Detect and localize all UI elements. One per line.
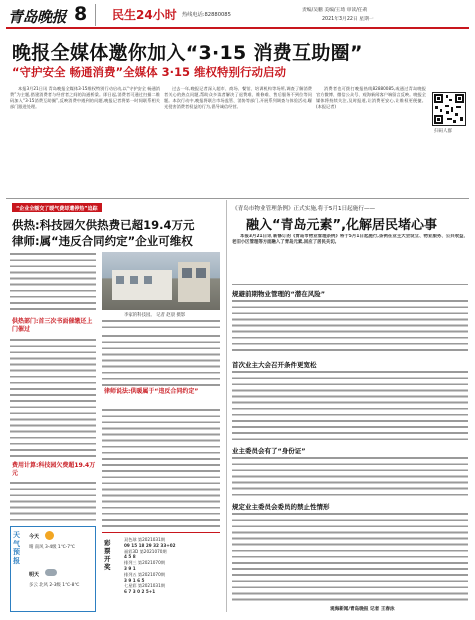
story2-section-2: 首次业主大会召开条件更宽松 [232,361,317,369]
lead-paragraph: 消费者也可拨打晚报热线82880085,或通过青岛晚报官方微博、微信公众号、观海新闻客户端留言反映。晚报全媒体将持续关注,及时报道,让消费更安心,让维权更便捷。(本报记者) [316,86,426,110]
qr-caption: 扫码人群 [434,129,452,134]
story2-section-4: 规定业主委员会委员的禁止性情形 [232,503,330,511]
lead-paragraph: 过去一年,晚报记者深入超市、商场、餐馆、培训机构等场所,调查了解消费者关心的热点问题,帮助众多读者解决了退费难、维修难、售后服务不到位等问题。本次行动中,晚报将联合市场监管、消协等部门,开展系列调查与体验活动,曝光侵害消费者权益的行为,倡导诚信经营。 [164,86,312,110]
story2-headline: 融入“青岛元素”,化解居民堵心事 [246,218,438,233]
weather-line: 多云 北风 2-3级 1℃-8℃ [29,583,80,588]
story2-intro [232,234,468,282]
story1-col1-body [10,338,96,458]
story1-photo [102,252,220,310]
lottery-box [102,532,220,612]
editors: 责编/吴鹏 美编/王琦 审读/任莉 [302,8,368,13]
lottery-game: 双色球 第2021031期 [124,537,165,542]
lead-col-3 [316,86,426,192]
story2-body-4 [232,512,468,604]
story1-subhead: 律师:属“违反合同约定”企业可维权 [12,234,193,248]
lead-headline: 晚报全媒体邀你加入“3·15 消费互助圈” [12,42,363,64]
lead-subhead: “守护安全 畅通消费”全媒体 3·15 维权特别行动启动 [12,65,286,79]
lottery-result [124,537,218,595]
masthead [0,0,475,30]
story2-intro-text: 本报3月21日讯 新修订的《青岛市物业管理条例》将于5月1日起施行,条例在业主大会设立、物业服务、公共收益、老旧小区管理等方面融入了青岛元素,回应了居民关切。 [232,234,468,245]
story2-body-1 [232,299,468,355]
lottery-game: 七星彩 第2021031期 [124,583,165,589]
story1-col2-body [102,334,220,386]
weather-label: 天气预报 [13,531,20,565]
lottery-numbers: 6 7 3 0 2 5+1 [124,589,156,595]
lead-paragraph: 本报3月21日讯 青岛晚报全媒体3·15维权特别行动启动,以“守护安全 畅通消费”为主题,搭建消费者与经营者之间的沟通桥梁。即日起,消费者可通过扫描二维码加入“3·15消费互助圈”,反映消费中遇到的问题,晚报记者将第一时间联系相关部门跟进处理。 [10,86,160,110]
story1-tag-label: “企业全额交了暖气费却遭停热”追踪 [16,205,98,212]
lottery-numbers: 09 15 18 29 32 33+02 [124,542,176,548]
section-title: 民生24小时 [112,8,177,22]
story2-section-1: 规避前期物业管理的“潜在风险” [232,290,326,298]
story1-col2-body-2 [102,408,220,530]
photo-caption: 李家的科技园。 记者 赵晨 摄影 [124,313,186,318]
story2-body-3 [232,456,468,498]
lead-col-1 [10,86,160,192]
paper-name: 青岛晚报 [8,8,67,26]
story1-col1-body-2 [10,481,96,521]
cloud-icon [45,569,57,576]
story2-byline: 观海新闻/青岛晚报 记者 王春泳 [330,607,395,612]
lottery-game: 排列三 第2021070期 [124,560,165,566]
lead-col-2 [164,86,312,192]
story1-tag [12,203,102,212]
story1-intro-mid [102,319,220,331]
story2-kicker: 《青岛市物业管理条例》正式实施,将于5月1日起施行—— [232,206,376,212]
weather-tomorrow: 明天 [29,572,40,578]
story2-section-3: 业主委员会有了“身份证” [232,447,306,455]
lottery-game: 排列五 第2021070期 [124,571,165,577]
lottery-game: 福彩3D 第2021070期 [124,548,167,554]
story1-section-1: 供热部门:首三次书面催缴还上门催过 [12,318,93,333]
lottery-numbers: 3 9 1 6 5 [124,577,145,583]
story2-body-2 [232,370,468,442]
qr-code-icon [433,93,465,125]
page-number: 8 [74,3,88,25]
date: 2021年3月22日 星期一 [322,17,374,22]
story1-headline: 供热:科技园欠供热费已超19.4万元 [12,218,195,232]
story1-section-3: 费用计算:科技园欠费超19.4万元 [12,462,96,477]
story1-section-2: 律师说法:供暖属于“违反合同约定” [104,388,199,395]
story1-intro-left [10,252,96,310]
weather-line: 晴 南风 3-4级 1℃-7℃ [29,545,75,550]
sun-icon [45,531,54,540]
weather-today: 今天 [29,534,40,540]
weather-box [10,526,96,612]
lottery-numbers: 4 5 8 [124,554,136,560]
lottery-numbers: 3 9 1 [124,565,136,571]
qr-code[interactable] [432,92,466,126]
lottery-label: 彩票开奖 [104,539,111,571]
hotline: 热线电话:82880085 [182,12,231,18]
